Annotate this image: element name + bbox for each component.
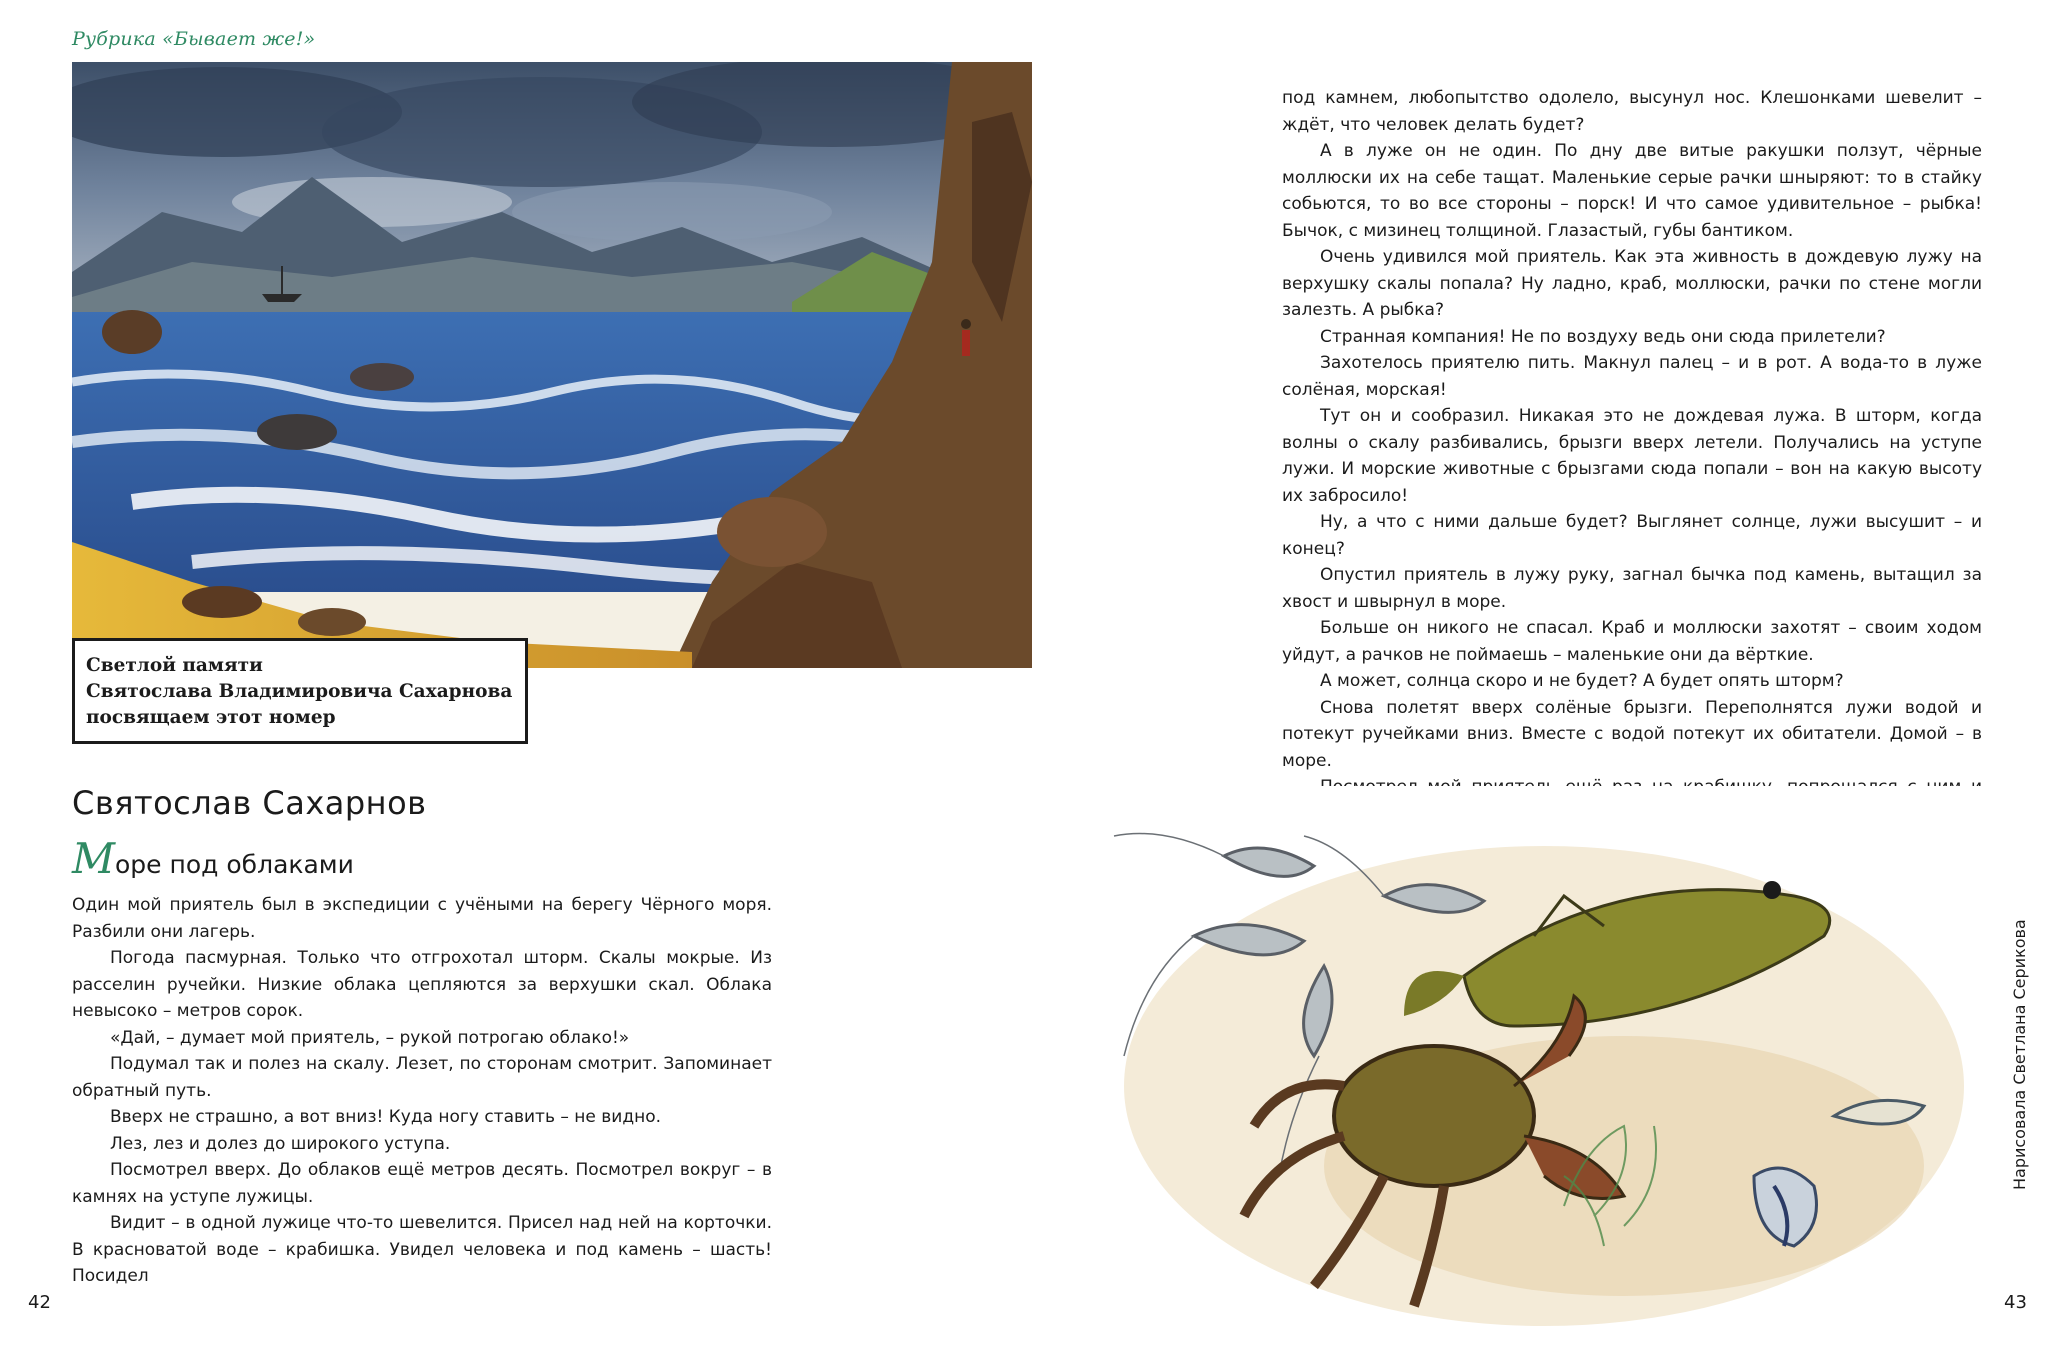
paragraph: А может, солнца скоро и не будет? А будет опять шторм? <box>1320 671 1844 691</box>
sea-painting <box>72 62 1032 668</box>
dedication-box <box>72 638 528 744</box>
paragraph: Вверх не страшно, а вот вниз! Куда ногу ставить – не видно. <box>110 1107 661 1127</box>
paragraph: А в луже он не один. По дну две витые ракушки ползут, чёрные моллюски их на себе тащат. Маленькие серые рачки шныряют: то в стайку собьются, то во все стороны – порск! И что самое удивительное – рыбка! Бычок, с мизинец толщиной. Глазастый, губы бантиком. <box>1282 141 1982 241</box>
paragraph: Посмотрел вверх. До облаков ещё метров десять. Посмотрел вокруг – в камнях на уступе лужицы. <box>72 1160 772 1207</box>
title-rest: оре под облаками <box>115 850 354 879</box>
author-name: Святослав Сахарнов <box>72 784 427 822</box>
paragraph: Опустил приятель в лужу руку, загнал бычка под камень, вытащил за хвост и швырнул в море. <box>1282 565 1982 612</box>
right-text-column <box>1282 85 1982 880</box>
dedication-line-1: Светлой памяти <box>86 655 263 676</box>
paragraph: Подумал так и полез на скалу. Лезет, по сторонам смотрит. Запоминает обратный путь. <box>72 1054 772 1101</box>
title-dropcap: М <box>72 834 116 883</box>
paragraph: Ну, а что с ними дальше будет? Выглянет солнце, лужи высушит – и конец? <box>1282 512 1982 559</box>
illustration-credit: Нарисовала Светлана Серикова <box>2010 919 2029 1190</box>
paragraph: Снова полетят вверх солёные брызги. Переполнятся лужи водой и потекут ручейками вниз. Вместе с водой потекут их обитатели. Домой – в море. <box>1282 697 1982 771</box>
paragraph: Видит – в одной лужице что-то шевелится. Присел над ней на корточки. В красноватой воде – крабишка. Увидел человека и под камень – шасть! Посидел <box>72 1213 772 1286</box>
paragraph: Больше он никого не спасал. Краб и моллюски захотят – своим ходом уйдут, а рачков не поймаешь – маленькие они да вёрткие. <box>1282 618 1982 665</box>
paragraph: Один мой приятель был в экспедиции с учёными на берегу Чёрного моря. Разбили они лагерь. <box>72 895 772 942</box>
dedication-line-2: Святослава Владимировича Сахарнова <box>86 681 513 702</box>
paragraph: Тут он и сообразил. Никакая это не дождевая лужа. В шторм, когда волны о скалу разбивались, брызги вверх летели. Получались на уступе лужи. И морские животные с брызгами сюда попали – вон на какую высоту их забросило! <box>1282 406 1982 506</box>
paragraph: Захотелось приятелю пить. Макнул палец – и в рот. А вода-то в луже солёная, морская! <box>1282 353 1982 400</box>
paragraph: под камнем, любопытство одолело, высунул нос. Клешонками шевелит – ждёт, что человек делать будет? <box>1282 88 1982 135</box>
sealife-illustration <box>1104 786 1984 1336</box>
page-number-right: 43 <box>2004 1292 2027 1313</box>
paragraph: Очень удивился мой приятель. Как эта живность в дождевую лужу на верхушку скалы попала? Ну ладно, краб, моллюски, рачки по стене могли залезть. А рыбка? <box>1282 247 1982 320</box>
rubric-label: Рубрика «Бывает же!» <box>72 28 316 50</box>
left-text-column <box>72 892 772 1290</box>
dedication-line-3: посвящаем этот номер <box>86 707 336 728</box>
paragraph: «Дай, – думает мой приятель, – рукой потрогаю облако!» <box>110 1027 630 1048</box>
story-title <box>72 834 354 883</box>
paragraph: Погода пасмурная. Только что отгрохотал шторм. Скалы мокрые. Из расселин ручейки. Низкие облака цепляются за верхушки скал. Облака невысоко – метров сорок. <box>72 948 772 1021</box>
page-number-left: 42 <box>28 1292 51 1313</box>
paragraph: Странная компания! Не по воздуху ведь они сюда прилетели? <box>1320 326 1886 347</box>
paragraph: Лез, лез и долез до широкого уступа. <box>110 1133 451 1154</box>
